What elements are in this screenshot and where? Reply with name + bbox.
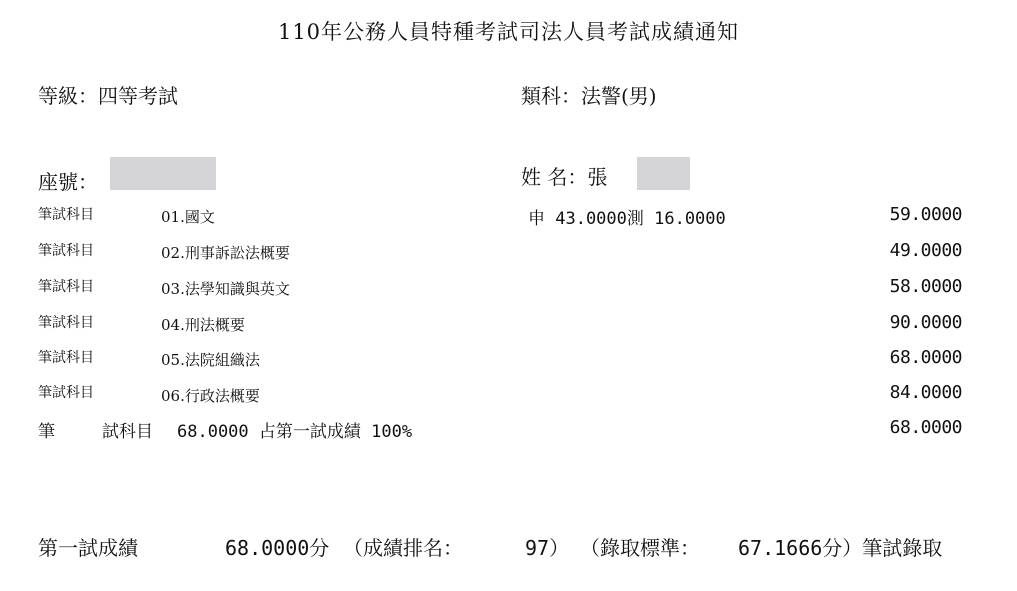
category-field <box>521 80 657 109</box>
seat-label: 座號： <box>38 170 98 194</box>
subject-score: 84.0000 <box>889 382 962 403</box>
subject-name: 02.刑事訴訟法概要 <box>161 244 290 262</box>
rank-label: （成績排名： <box>343 536 463 560</box>
subject-label: 筆試科目 <box>38 279 94 295</box>
standard-value: 67.1666分）筆試錄取 <box>738 536 943 560</box>
grade-label: 等級： <box>38 84 98 108</box>
summary-label-a: 筆 <box>38 422 55 442</box>
category-value: 法警(男) <box>581 84 657 108</box>
result-score: 68.0000分 <box>225 536 330 560</box>
result-label: 第一試成績 <box>38 536 138 560</box>
name-field <box>521 161 607 190</box>
subject-score: 68.0000 <box>889 347 962 368</box>
grade-value: 四等考試 <box>98 84 178 108</box>
subject-name: 05.法院組織法 <box>161 351 260 369</box>
subject-name: 04.刑法概要 <box>161 316 245 334</box>
subject-label: 筆試科目 <box>38 207 94 223</box>
subject-label: 筆試科目 <box>38 315 94 331</box>
subject-score: 58.0000 <box>889 276 962 297</box>
grade-field <box>38 80 178 109</box>
subject-detail: 申 43.0000測 16.0000 <box>528 209 726 229</box>
summary-text: 68.0000 占第一試成績 100% <box>177 422 413 442</box>
subject-score: 59.0000 <box>889 204 962 225</box>
subject-name: 06.行政法概要 <box>161 387 260 405</box>
name-redaction <box>637 157 690 190</box>
subject-label: 筆試科目 <box>38 243 94 259</box>
subject-score: 49.0000 <box>889 240 962 261</box>
subject-name: 03.法學知識與英文 <box>161 280 290 298</box>
subject-label: 筆試科目 <box>38 350 94 366</box>
name-value: 張 <box>587 165 608 189</box>
seat-redaction <box>110 157 216 190</box>
rank-value: 97） <box>525 536 570 560</box>
summary-label-b: 試科目 <box>102 422 153 442</box>
name-label: 姓 名： <box>521 165 588 189</box>
subject-label: 筆試科目 <box>38 385 94 401</box>
category-label: 類科： <box>521 84 581 108</box>
summary-score: 68.0000 <box>889 417 962 438</box>
subject-score: 90.0000 <box>889 312 962 333</box>
subject-name: 01.國文 <box>161 208 215 226</box>
notice-title: 110年公務人員特種考試司法人員考試成績通知 <box>277 20 740 44</box>
standard-label: （錄取標準： <box>580 536 700 560</box>
